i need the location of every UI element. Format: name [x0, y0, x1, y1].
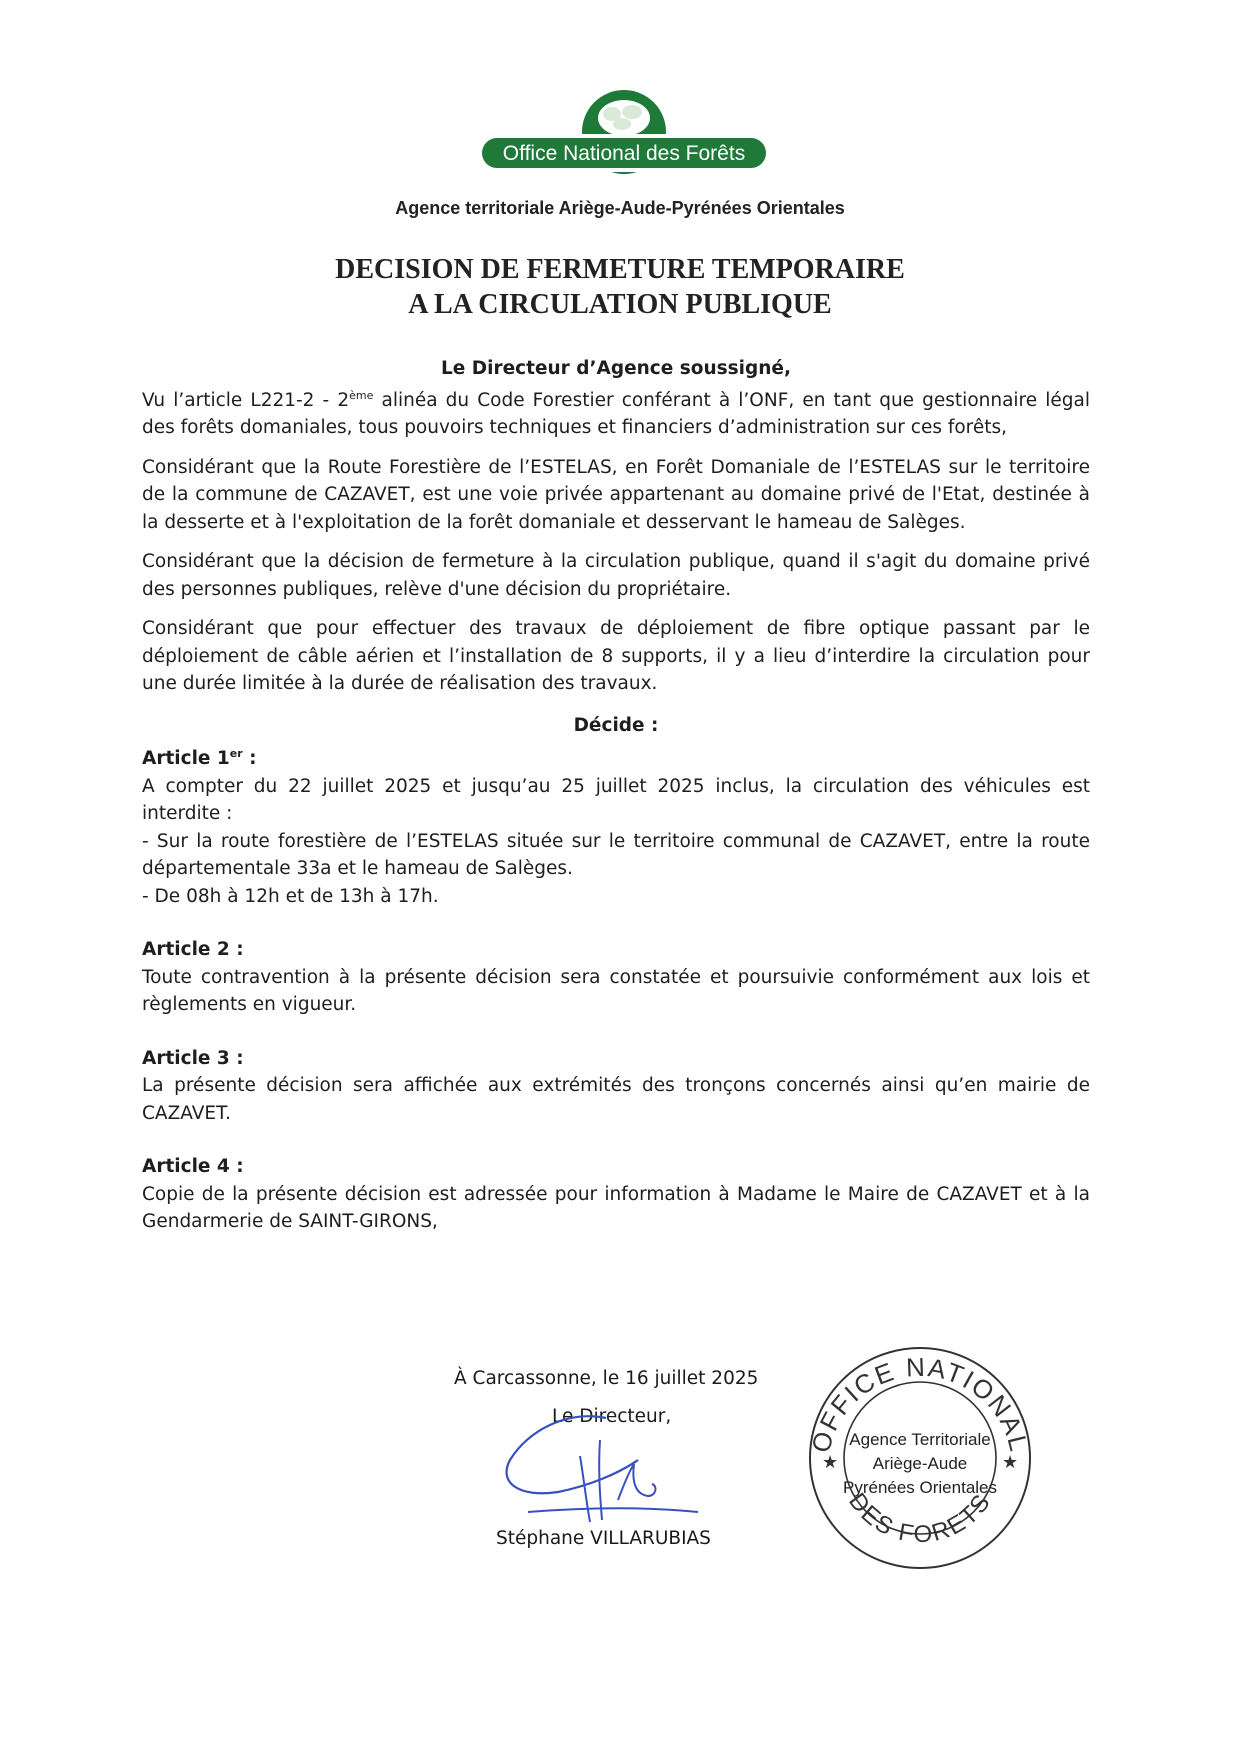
signer-role: Le Directeur,	[552, 1406, 672, 1427]
article-2-title: Article 2 :	[142, 939, 244, 960]
a1-superscript: er	[229, 747, 243, 760]
stamp-line-1: Agence Territoriale	[849, 1430, 991, 1449]
intro-subtitle: Le Directeur d’Agence soussigné,	[441, 358, 791, 379]
a1-line-2: - Sur la route forestière de l’ESTELAS située sur le territoire communal de CAZAVET, entre la route départementale 33a et le hameau de Salèges.	[142, 830, 1090, 879]
logo-text: Office National des Forêts	[502, 142, 746, 165]
article-2-text: Toute contravention à la présente décision sera constatée et poursuivie conformément aux lois et règlements en vigueur.	[142, 966, 1090, 1015]
a1-title-text: Article 1	[142, 748, 230, 769]
signer-name: Stéphane VILLARUBIAS	[496, 1528, 711, 1549]
stamp-line-3: Pyrénées Orientales	[842, 1478, 998, 1497]
decide-heading: Décide :	[573, 714, 659, 736]
article-3-title: Article 3 :	[142, 1047, 244, 1069]
stamp-bottom-arc: DES FORETS	[843, 1488, 997, 1549]
article-3-text: La présente décision sera affichée aux extrémités des tronçons concernés ainsi qu’en mairie de CAZAVET.	[142, 1075, 1090, 1124]
handwritten-signature	[488, 1400, 708, 1530]
a1-line-1: A compter du 22 juillet 2025 et jusqu’au 25 juillet 2025 inclus, la circulation des véhicules est interdite :	[142, 775, 1090, 824]
paragraph-considerant-2: Considérant que la décision de fermeture à la circulation publique, quand il s'agit du domaine privé des personnes publiques, relève d'une décision du propriétaire.	[142, 551, 1090, 600]
p1-text-a: Vu l’article L221-2 - 2	[142, 389, 350, 411]
paragraph-considerant-1: Considérant que la Route Forestière de l’ESTELAS, en Forêt Domaniale de l’ESTELAS sur le territoire de la commune de CAZAVET, est une voie privée appartenant au domaine privé de l'Etat, destinée à la desserte et à l'exploitation de la forêt domaniale et desservant le hameau de Salèges.	[142, 456, 1090, 533]
a1-colon: :	[242, 748, 257, 769]
document-body	[142, 355, 1090, 1262]
article-4-text: Copie de la présente décision est adressée pour information à Madame le Maire de CAZAVET et à la Gendarmerie de SAINT-GIRONS,	[142, 1183, 1090, 1232]
article-1-text	[142, 773, 1090, 911]
title-line-2: A LA CIRCULATION PUBLIQUE	[408, 289, 832, 320]
stamp-line-2: Ariège-Aude	[872, 1454, 968, 1473]
stamp-top-arc: OFFICE NATIONAL	[805, 1351, 1035, 1456]
paragraph-vu	[142, 387, 1090, 442]
paragraph-considerant-3: Considérant que pour effectuer des travaux de déploiement de fibre optique passant par le déploiement de câble aérien et l’installation de 8 supports, il y a lieu d’interdire la circulation pour une durée limitée à la durée de réalisation des travaux.	[142, 618, 1090, 694]
title-line-1: DECISION DE FERMETURE TEMPORAIRE	[335, 254, 905, 285]
article-1-title	[142, 745, 1090, 773]
agency-name: Agence territoriale Ariège-Aude-Pyrénées Orientales	[395, 198, 845, 218]
a1-line-3: - De 08h à 12h et de 13h à 17h.	[142, 885, 439, 907]
p1-superscript: ème	[349, 388, 374, 402]
p1-text-b: alinéa du Code Forestier conférant à l’ONF, en tant que gestionnaire légal des forêts domaniales, tous pouvoirs techniques et financiers d’administration sur ces forêts,	[142, 389, 1090, 438]
place-date: À Carcassonne, le 16 juillet 2025	[454, 1368, 759, 1389]
onf-logo	[474, 88, 774, 194]
document-title	[0, 252, 1240, 322]
star-icon-right: ★	[1002, 1452, 1019, 1473]
star-icon-left: ★	[822, 1452, 839, 1473]
article-4-title: Article 4 :	[142, 1156, 244, 1177]
